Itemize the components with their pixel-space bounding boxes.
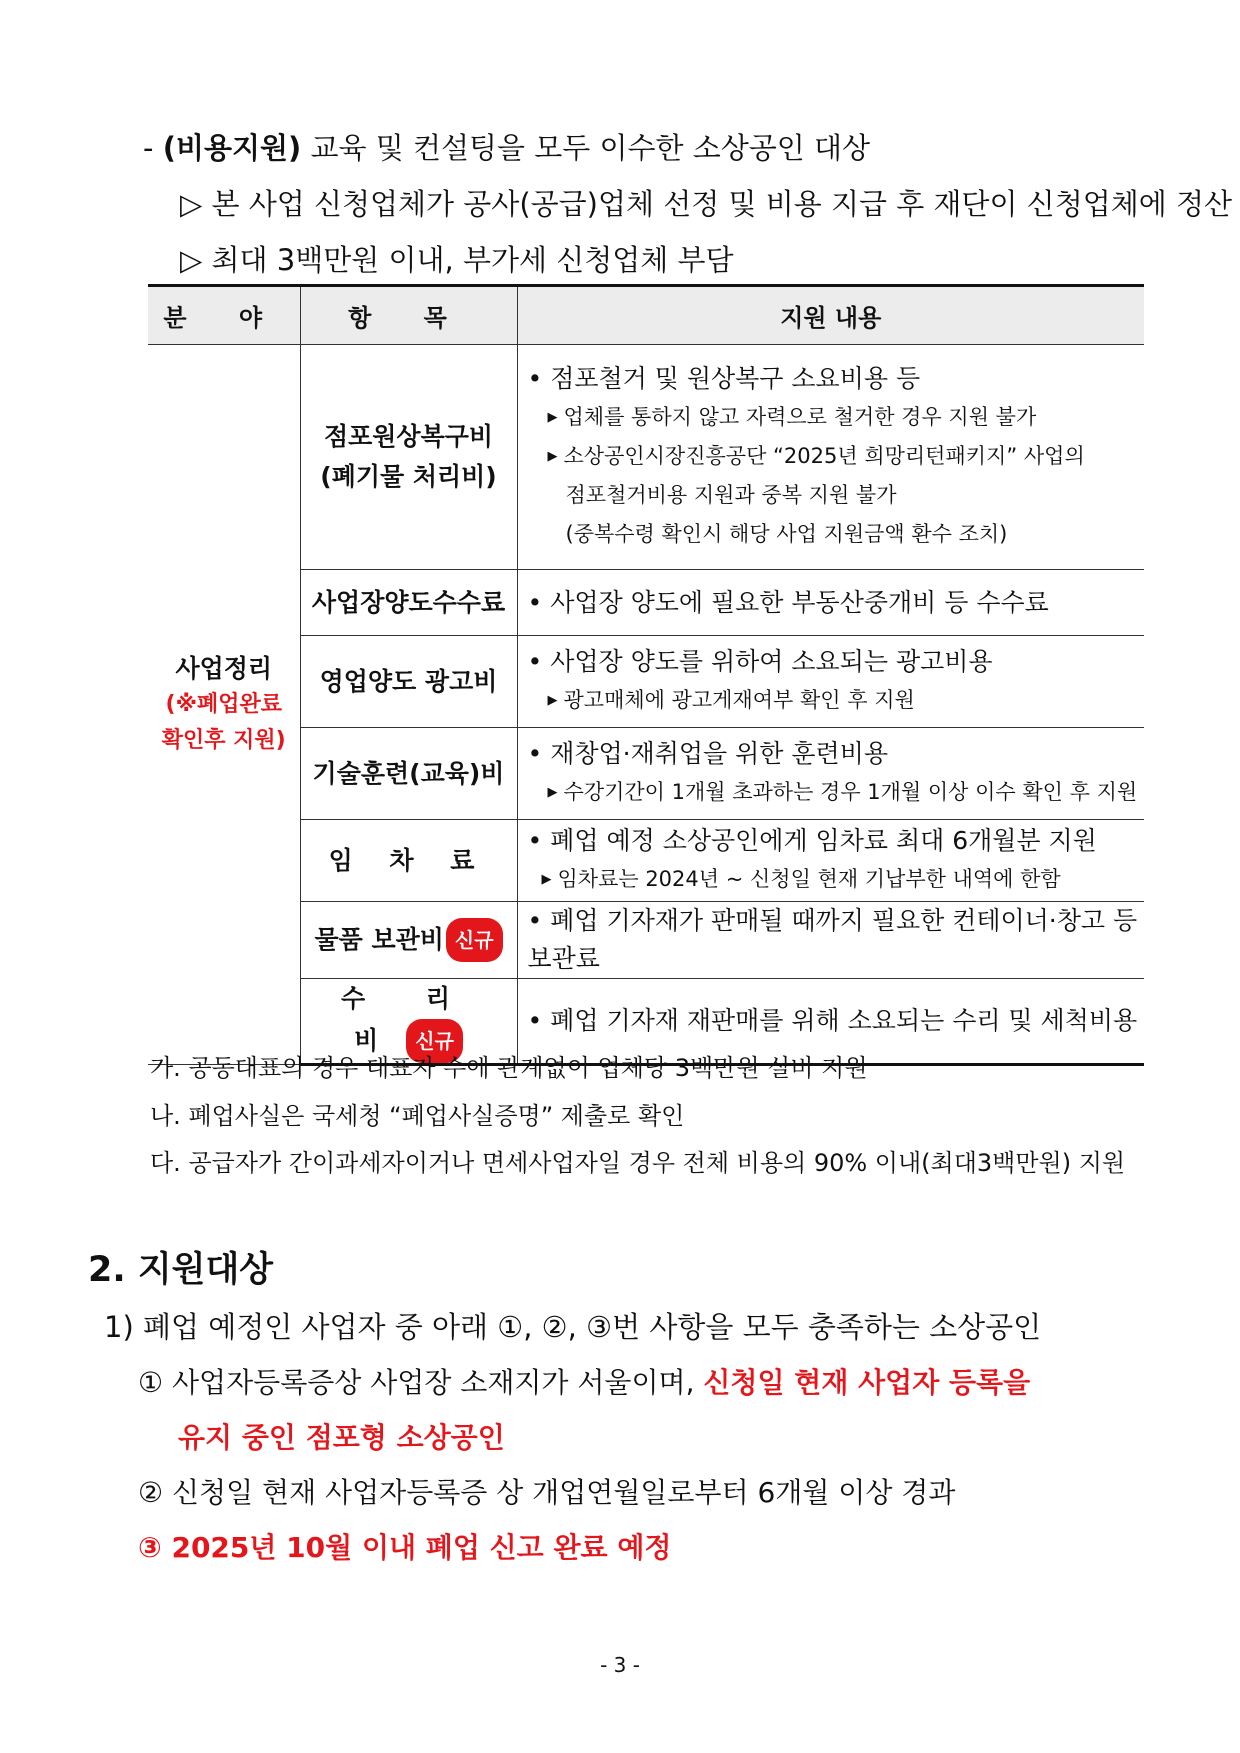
category-cell [148, 345, 300, 1065]
item-rent: 임 차 료 [300, 820, 517, 902]
content-training: • 재창업·재취업을 위한 훈련비용 ▶ 수강기간이 1개월 초과하는 경우 1개월 이상 이수 확인 후 지원 [517, 728, 1144, 820]
intro-dash: - [143, 131, 163, 165]
triangle-icon: ▶ [547, 449, 558, 464]
criterion-1-continued: 유지 중인 점포형 소상공인 [178, 1421, 505, 1454]
item-restoration: 점포원상복구비 (폐기물 처리비) [300, 345, 517, 570]
new-badge: 신규 [446, 918, 503, 962]
intro-limit-line: ▷ 최대 3백만원 이내, 부가세 신청업체 부담 [180, 243, 734, 277]
category-note-1: (※폐업완료 [165, 691, 282, 717]
page-number: - 3 - [600, 1653, 640, 1677]
intro-settlement-line: ▷ 본 사업 신청업체가 공사(공급)업체 선정 및 비용 지급 후 재단이 신청업체에 정산 [180, 187, 1232, 221]
table-row [148, 345, 1144, 570]
content-rent: • 폐업 예정 소상공인에게 임차료 최대 6개월분 지원 ▶ 임차료는 2024년 ~ 신청일 현재 기납부한 내역에 한함 [517, 820, 1144, 902]
note-closure-proof: 나. 폐업사실은 국세청 “폐업사실증명” 제출로 확인 [150, 1102, 685, 1130]
criterion-2: ② 신청일 현재 사업자등록증 상 개업연월일로부터 6개월 이상 경과 [138, 1476, 956, 1509]
item-training: 기술훈련(교육)비 [300, 728, 517, 820]
item-transfer-fee: 사업장양도수수료 [300, 570, 517, 636]
item-advertising: 영업양도 광고비 [300, 636, 517, 728]
category-note-2: 확인후 지원) [161, 727, 286, 753]
criterion-1: ① 사업자등록증상 사업장 소재지가 서울이며, 신청일 현재 사업자 등록을 [138, 1366, 1031, 1399]
intro-cost-support-line [143, 126, 870, 167]
criterion-3: ③ 2025년 10월 이내 폐업 신고 완료 예정 [138, 1531, 672, 1564]
header-content: 지원 내용 [517, 286, 1144, 345]
triangle-icon: ▶ [547, 410, 558, 425]
header-item: 항 목 [300, 286, 517, 345]
content-transfer-fee: • 사업장 양도에 필요한 부동산중개비 등 수수료 [517, 570, 1144, 636]
eligibility-intro: 1) 폐업 예정인 사업자 중 아래 ①, ②, ③번 사항을 모두 충족하는 소상공인 [104, 1310, 1042, 1344]
triangle-icon: ▶ [541, 872, 552, 887]
note-simplified-taxpayer: 다. 공급자가 간이과세자이거나 면세사업자일 경우 전체 비용의 90% 이내(최대3백만원) 지원 [150, 1149, 1126, 1177]
content-advertising: • 사업장 양도를 위하여 소요되는 광고비용 ▶ 광고매체에 광고게재여부 확인 후 지원 [517, 636, 1144, 728]
category-name: 사업정리 [175, 653, 273, 683]
new-badge: 신규 [406, 1019, 463, 1063]
triangle-icon: ▶ [547, 693, 558, 708]
content-repair: • 폐업 기자재 재판매를 위해 소요되는 수리 및 세척비용 [517, 979, 1144, 1065]
note-co-representative: 가. 공동대표의 경우 대표자 수에 관계없이 업체당 3백만원 실비 지원 [150, 1054, 868, 1082]
header-category: 분 야 [148, 286, 300, 345]
intro-label: (비용지원) [162, 131, 302, 165]
content-restoration: • 점포철거 및 원상복구 소요비용 등 ▶ 업체를 통하지 않고 자력으로 철거한 경우 지원 불가 ▶ 소상공인시장진흥공단 “2025년 희망리턴패키지” 사업의 점포철거비용 지원과 중복 지원 불가 (중복수령 확인시 해당 사업 지원금액 환수 조치) [517, 345, 1144, 570]
item-repair: 수 리 비 신규 [300, 979, 517, 1065]
section-title: 2. 지원대상 [88, 1250, 274, 1290]
triangle-icon: ▶ [547, 785, 558, 800]
table-header-row [148, 286, 1144, 345]
item-storage: 물품 보관비 신규 [300, 902, 517, 979]
intro-text: 교육 및 컨설팅을 모두 이수한 소상공인 대상 [301, 131, 871, 165]
support-table [148, 284, 1144, 1066]
content-storage: • 폐업 기자재가 판매될 때까지 필요한 컨테이너·창고 등 보관료 [517, 902, 1144, 979]
